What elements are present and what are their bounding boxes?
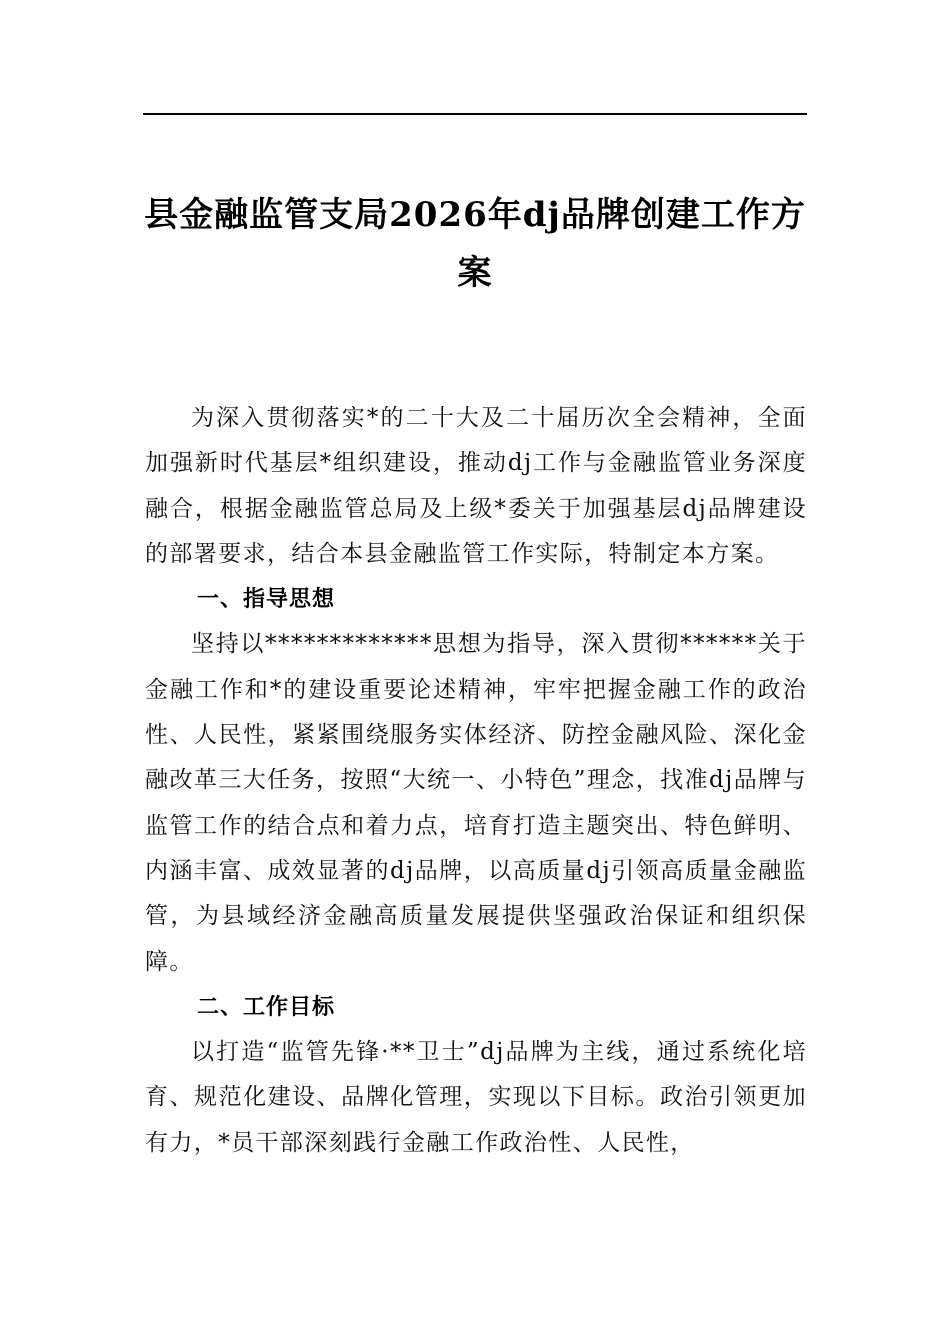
work-goals-paragraph: 以打造“监管先锋·**卫士”dj品牌为主线，通过系统化培育、规范化建设、品牌化管理，实现以下目标。政治引领更加有力，*员干部深刻践行金融工作政治性、人民性， — [145, 1039, 807, 1156]
section-heading-guiding-ideology: 一、指导思想 — [197, 587, 336, 613]
intro-paragraph: 为深入贯彻落实*的二十大及二十届历次全会精神，全面加强新时代基层*组织建设，推动dj工作与金融监管业务深度融合，根据金融监管总局及上级*委关于加强基层dj品牌建设的部署要求，结合本县金融监管工作实际，特制定本方案。 — [145, 405, 807, 567]
section-heading-work-goals: 二、工作目标 — [197, 994, 336, 1020]
guiding-ideology-paragraph: 坚持以*************思想为指导，深入贯彻******关于金融工作和*的建设重要论述精神，牢牢把握金融工作的政治性、人民性，紧紧围绕服务实体经济、防控金融风险、深化金融改革三大任务，按照“大统一、小特色”理念，找准dj品牌与监管工作的结合点和着力点，培育打造主题突出、特色鲜明、内涵丰富、成效显著的dj品牌，以高质量dj引领高质量金融监管，为县域经济金融高质量发展提供坚强政治保证和组织保障。 — [145, 631, 807, 975]
document-title: 县金融监管支局2026年dj品牌创建工作方案 — [144, 195, 806, 293]
header-rule — [143, 113, 807, 115]
document-body — [145, 396, 807, 1166]
